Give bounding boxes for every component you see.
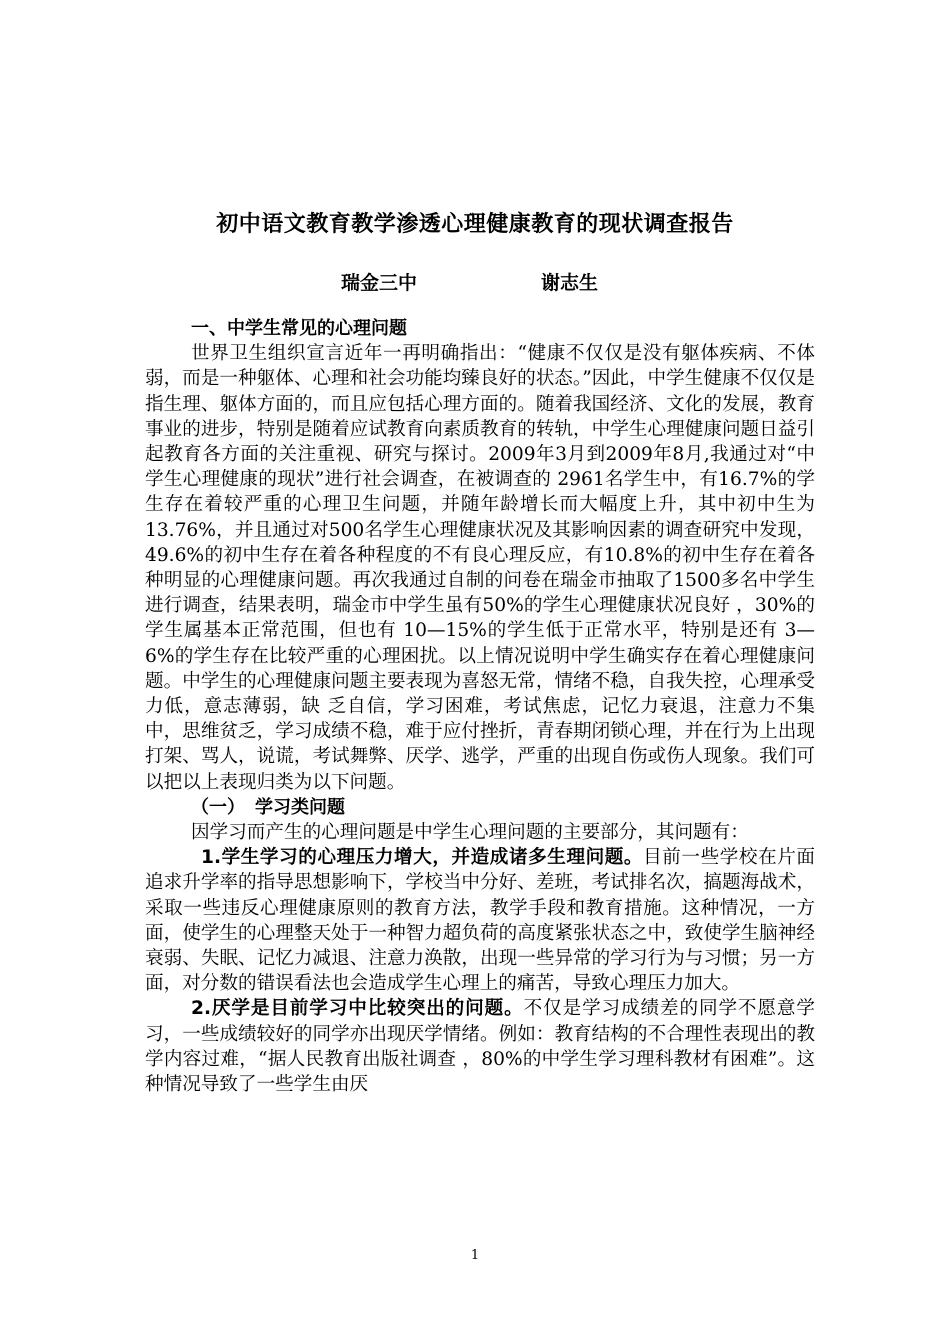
document-title: 初中语文教育教学渗透心理健康教育的现状调查报告 <box>216 212 734 237</box>
subsection-title: 学习类问题 <box>255 796 345 818</box>
item-1-lead: 1.学生学习的心理压力增大，并造成诸多生理问题。 <box>201 847 644 869</box>
page-number: 1 <box>470 1248 480 1263</box>
item-2 <box>145 996 815 1097</box>
item-1 <box>145 845 815 996</box>
paragraph-learning-problems: 因学习而产生的心理问题是中学生心理问题的主要部分，其问题有： <box>191 822 749 844</box>
document-body <box>145 316 815 1097</box>
paragraph-intro: 世界卫生组织宣言近年一再明确指出：“健康不仅仅是没有躯体疾病、不体弱，而是一种躯体、心理和社会功能均臻良好的状态。”因此，中学生健康不仅仅是指生理、躯体方面的，而且应包括心理方面的。随着我国经济、文化的发展，教育事业的进步，特别是随着应试教育向素质教育的转轨，中学生心理健康问题日益引起教育各方面的关注重视、研究与探讨。2009年3月到2009年8月,我通过对“中学生心理健康的现状”进行社会调查，在被调查的 2961名学生中，有16.7%的学生存在着较严重的心理卫生问题，并随年龄增长而大幅度上升，其中初中生为13.76%，并且通过对500名学生心理健康状况及其影响因素的调查研究中发现，49.6%的初中生存在着各种程度的不有良心理反应，有10.8%的初中生存在着各种明显的心理健康问题。再次我通过自制的问卷在瑞金市抽取了1500多名中学生进行调查，结果表明，瑞金市中学生虽有50%的学生心理健康状况良好 ，30%的学生属基本正常范围，但也有 10—15%的学生低于正常水平，特别是还有 3—6%的学生存在比较严重的心理困扰。以上情况说明中学生确实存在着心理健康问题。中学生的心理健康问题主要表现为喜怒无常，情绪不稳，自我失控，心理承受力低，意志薄弱，缺 乏自信，学习困难，考试焦虑，记忆力衰退，注意力不集中，思维贫乏，学习成绩不稳，难于应付挫折，青春期闭锁心理，并在行为上出现打架、骂人，说谎，考试舞弊、厌学、逃学，严重的出现自伤或伤人现象。我们可以把以上表现归类为以下问题。 <box>145 343 815 793</box>
item-1-text: 目前一些学校在片面追求升学率的指导思想影响下，学校当中分好、差班，考试排名次，搞题海战术，采取一些违反心理健康原则的教育方法，教学手段和教育措施。这种情况，一方面，使学生的心理整天处于一种智力超负荷的高度紧张状态之中，致使学生脑神经衰弱、失眠、记忆力减退、注意力涣散，出现一些异常的学习行为与习惯；另一方面，对分数的错误看法也会造成学生心理上的痛苦，导致心理压力加大。 <box>145 847 815 995</box>
item-2-text: 不仅是学习成绩差的同学不愿意学习，一些成绩较好的同学亦出现厌学情绪。例如：教育结构的不合理性表现出的教学内容过难，“据人民教育出版社调查 ，80%的中学生学习理科教材有困难”。这种情况导致了一些学生由厌 <box>145 998 815 1096</box>
school-name: 瑞金三中 <box>341 272 418 294</box>
item-2-lead: 2.厌学是目前学习中比较突出的问题。 <box>191 998 524 1020</box>
author-name: 谢志生 <box>541 272 599 294</box>
subsection-number: （一） <box>191 796 245 818</box>
subsection-heading <box>145 795 815 820</box>
section-heading: 一、中学生常见的心理问题 <box>191 318 407 339</box>
